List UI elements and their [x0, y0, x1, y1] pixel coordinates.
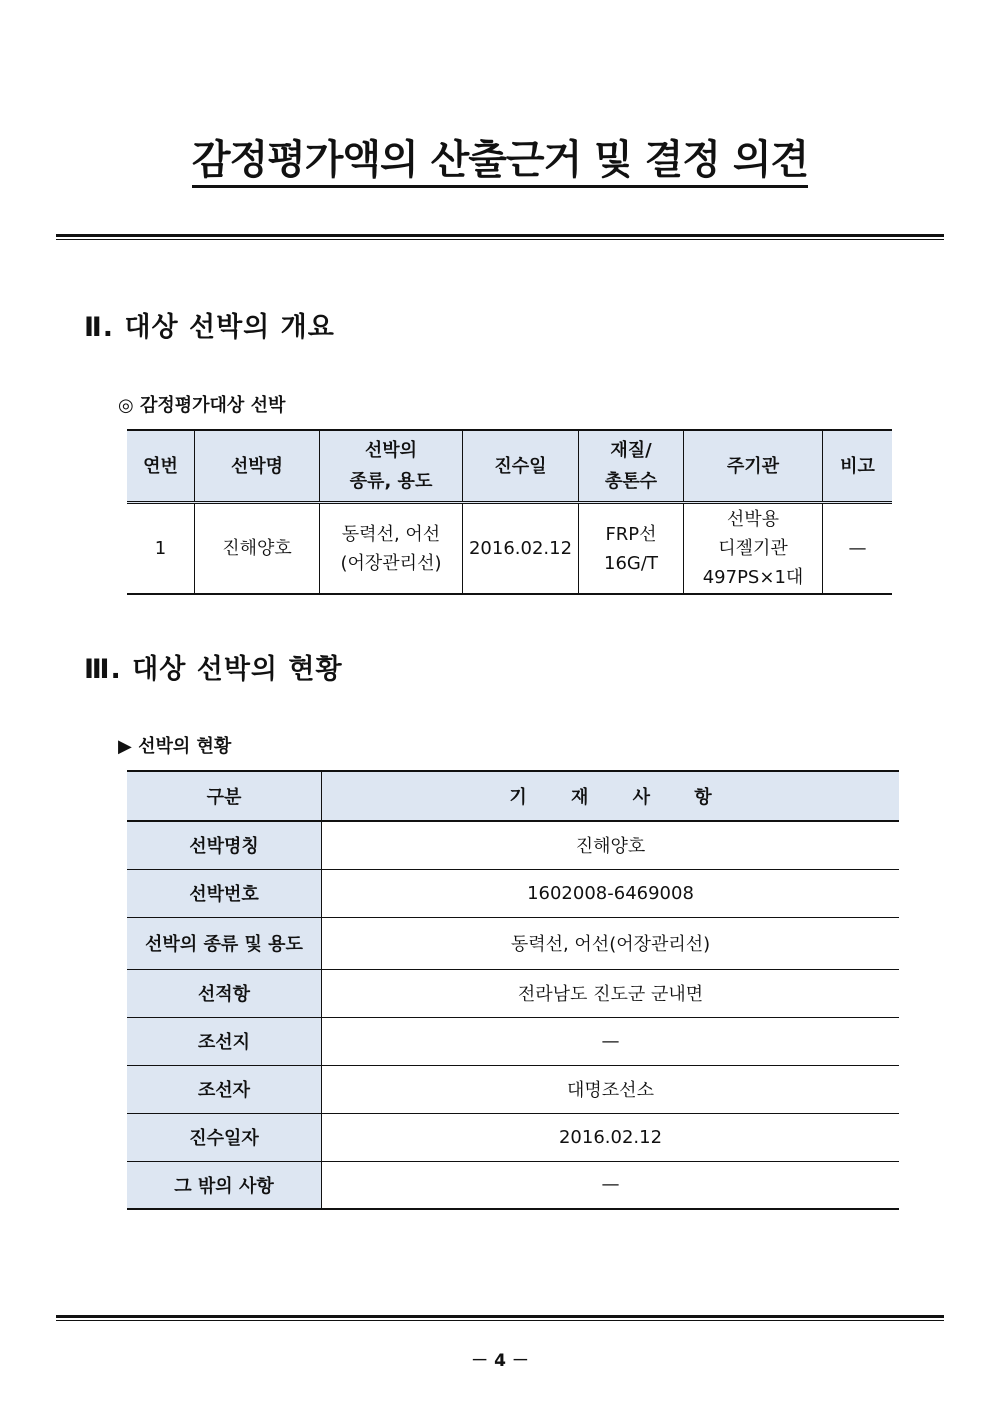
table-header-row — [127, 771, 899, 821]
table-row — [127, 869, 899, 917]
vessel-status-table — [127, 770, 899, 1210]
cell-no: 1 — [127, 503, 195, 595]
row-value: 2016.02.12 — [322, 1113, 900, 1161]
row-label: 선박의 종류 및 용도 — [127, 917, 322, 969]
row-value: — — [322, 1017, 900, 1065]
table-row — [127, 969, 899, 1017]
page-title: 감정평가액의 산출근거 및 결정 의견 — [0, 128, 1000, 185]
bottom-divider — [56, 1315, 944, 1321]
cell-launch: 2016.02.12 — [463, 503, 579, 595]
row-label: 선적항 — [127, 969, 322, 1017]
vessel-overview-table — [127, 429, 892, 595]
row-label: 조선지 — [127, 1017, 322, 1065]
col-header-launch: 진수일 — [463, 430, 579, 503]
section-2-heading: Ⅱ. 대상 선박의 개요 — [84, 312, 335, 343]
col-header-category: 구분 — [127, 771, 322, 821]
cell-note: — — [823, 503, 893, 595]
row-value: 동력선, 어선(어장관리선) — [322, 917, 900, 969]
row-value: 대명조선소 — [322, 1065, 900, 1113]
col-header-name: 선박명 — [195, 430, 320, 503]
col-header-engine: 주기관 — [684, 430, 823, 503]
section-2-subheading: ◎ 감정평가대상 선박 — [118, 395, 286, 416]
cell-type: 동력선, 어선 (어장관리선) — [320, 503, 463, 595]
table-row — [127, 821, 899, 869]
table-row — [127, 1113, 899, 1161]
cell-engine: 선박용 디젤기관 497PS×1대 — [684, 503, 823, 595]
col-header-material: 재질/ 총톤수 — [579, 430, 684, 503]
row-value: 1602008-6469008 — [322, 869, 900, 917]
row-label: 조선자 — [127, 1065, 322, 1113]
table-row — [127, 1017, 899, 1065]
top-divider — [56, 234, 944, 240]
page-number: － 4 － — [471, 1351, 529, 1371]
row-label: 선박번호 — [127, 869, 322, 917]
cell-material: FRP선 16G/T — [579, 503, 684, 595]
col-header-no: 연번 — [127, 430, 195, 503]
row-value: — — [322, 1161, 900, 1209]
table-row — [127, 503, 892, 595]
row-label: 진수일자 — [127, 1113, 322, 1161]
row-label: 그 밖의 사항 — [127, 1161, 322, 1209]
row-value: 전라남도 진도군 군내면 — [322, 969, 900, 1017]
section-3-subheading: ▶ 선박의 현황 — [118, 736, 232, 757]
col-header-type: 선박의 종류, 용도 — [320, 430, 463, 503]
table-row — [127, 1065, 899, 1113]
col-header-note: 비고 — [823, 430, 893, 503]
section-3-heading: Ⅲ. 대상 선박의 현황 — [84, 654, 343, 685]
cell-name: 진해양호 — [195, 503, 320, 595]
table-header-row — [127, 430, 892, 503]
table-row — [127, 917, 899, 969]
row-value: 진해양호 — [322, 821, 900, 869]
table-row — [127, 1161, 899, 1209]
row-label: 선박명칭 — [127, 821, 322, 869]
col-header-details: 기 재 사 항 — [322, 771, 900, 821]
